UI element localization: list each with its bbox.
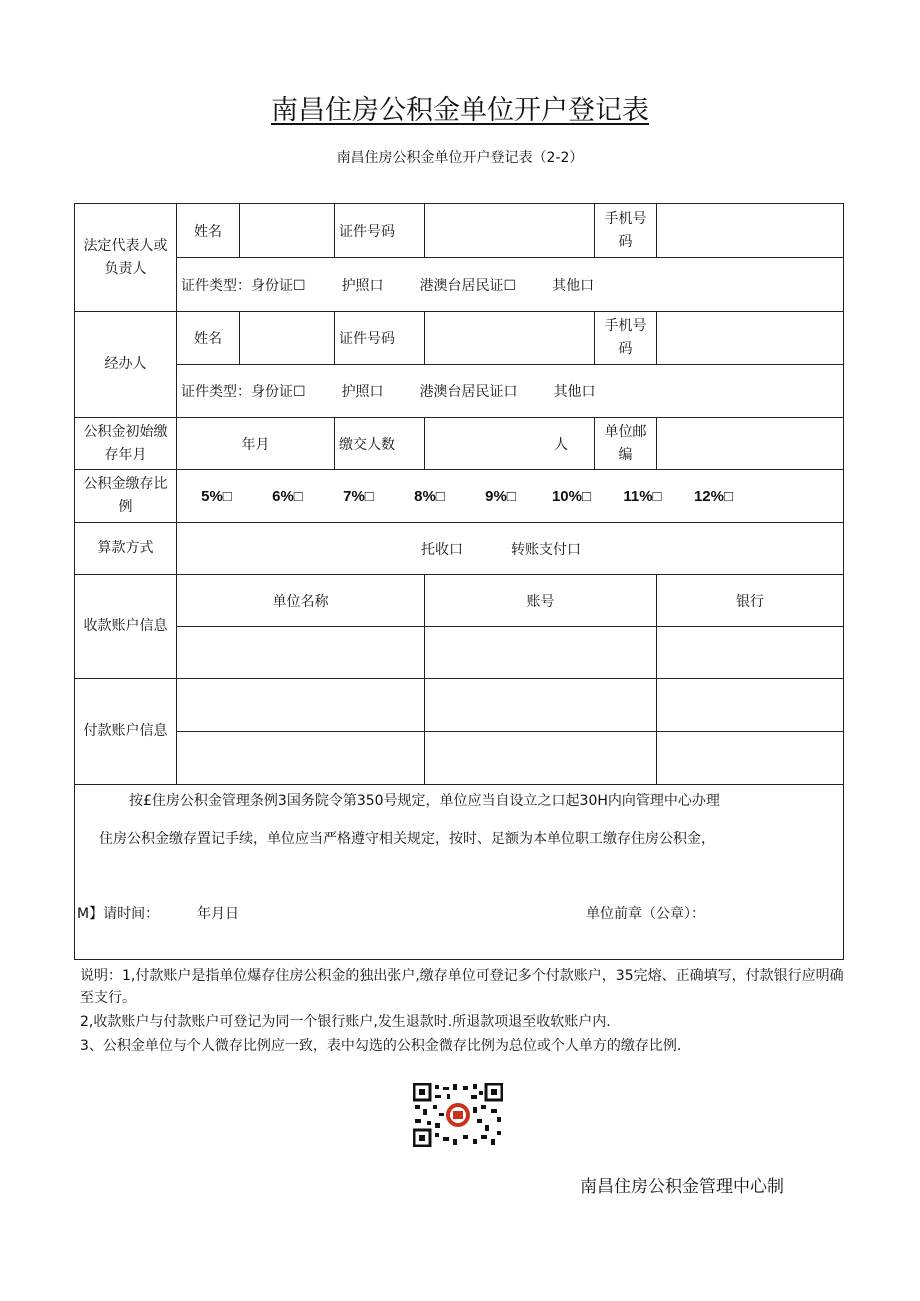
agent-id-label: 证件号码 [335, 312, 425, 365]
legal-rep-id-type-option[interactable]: 护照口 [341, 277, 384, 294]
issuer-footer: 南昌住房公积金管理中心制 [580, 1177, 784, 1197]
qr-code-icon [413, 1083, 503, 1147]
receive-account-label: 收款账户信息 [75, 575, 177, 679]
legal-rep-name-label: 姓名 [177, 204, 240, 258]
declaration-line-2: 住房公积金缴存置记手续，单位应当严格遵守相关规定，按时、足额为本单位职工缴存住房公积金， [99, 831, 715, 847]
pay-bank-field[interactable] [657, 679, 844, 732]
initial-month-field[interactable]: 年月 [177, 418, 335, 470]
agent-id-field[interactable] [425, 312, 595, 365]
receive-name-field[interactable] [177, 627, 425, 679]
ratio-option[interactable]: 9%□ [485, 487, 516, 505]
pay-account-field[interactable] [425, 679, 657, 732]
payment-method-options [177, 523, 844, 575]
note-item: 说明：1,付款账户是指单位爆存住房公积金的独出张户,缴存单位可登记多个付款账户，35完熔、正确填写，付款银行应明确至支行。 [80, 968, 844, 1006]
ratio-option[interactable]: 12%□ [693, 487, 734, 505]
agent-name-label: 姓名 [177, 312, 240, 365]
apply-time-label: M】请时间： [77, 906, 160, 922]
receive-header-account: 账号 [425, 575, 657, 627]
legal-rep-label: 法定代表人或负责人 [75, 204, 177, 312]
pay-bank-field[interactable] [657, 732, 844, 785]
receive-bank-field[interactable] [657, 627, 844, 679]
zip-field[interactable] [657, 418, 844, 470]
note-item: 2,收款账户与付款账户可登记为同一个银行账户,发生退款时.所退款项退至收软账户内. [80, 1014, 611, 1030]
payer-count-label: 缴交人数 [335, 418, 425, 470]
payment-method-label: 算款方式 [75, 523, 177, 575]
legal-rep-id-field[interactable] [425, 204, 595, 258]
agent-id-type-option[interactable]: 港澳台居民证口 [419, 384, 518, 400]
agent-label: 经办人 [75, 312, 177, 418]
legal-rep-name-field[interactable] [240, 204, 335, 258]
legal-rep-phone-label: 手机号码 [595, 204, 657, 258]
initial-month-label: 公积金初始缴存年月 [75, 418, 177, 470]
declaration-line-1: 按£住房公积金管理条例3国务院令第350号规定，单位应当自设立之口起30H内向管理中心办理 [129, 793, 720, 809]
agent-phone-field[interactable] [657, 312, 844, 365]
receive-account-field[interactable] [425, 627, 657, 679]
note-item: 3、公积金单位与个人微存比例应一致，表中勾选的公积金微存比例为总位或个人单方的缴存比例. [80, 1038, 682, 1054]
ratio-options [177, 470, 844, 523]
pay-account-field[interactable] [425, 732, 657, 785]
legal-rep-id-type-option[interactable]: 身份证☐ [251, 277, 306, 294]
page-title: 南昌住房公积金单位开户登记表 [271, 95, 649, 126]
ratio-option[interactable]: 6%□ [272, 487, 303, 505]
unit-seal-label: 单位前章（公章）： [586, 906, 705, 922]
agent-id-types: 证件类型：身份证☐ 护照口 港澳台居民证口 其他口 [177, 365, 844, 418]
payer-count-field[interactable]: 人 [425, 418, 595, 470]
registration-form [74, 203, 844, 960]
legal-rep-phone-field[interactable] [657, 204, 844, 258]
declaration-block [75, 785, 844, 960]
pay-account-label: 付款账户信息 [75, 679, 177, 785]
ratio-option[interactable]: 5%□ [201, 487, 232, 505]
legal-rep-id-types: 证件类型：身份证☐ 护照口 港澳台居民证☐ 其他口 [177, 258, 844, 312]
ratio-option[interactable]: 11%□ [623, 487, 662, 505]
notes-section [80, 965, 848, 1059]
receive-header-bank: 银行 [657, 575, 844, 627]
legal-rep-id-type-option[interactable]: 港澳台居民证☐ [419, 277, 517, 294]
legal-rep-id-label: 证件号码 [335, 204, 425, 258]
page-subtitle: 南昌住房公积金单位开户登记表（2-2） [336, 150, 584, 166]
legal-rep-id-type-option[interactable]: 其他口 [552, 277, 595, 294]
pay-name-field[interactable] [177, 732, 425, 785]
ratio-option[interactable]: 8%□ [414, 487, 445, 505]
agent-id-type-option[interactable]: 其他口 [553, 384, 596, 400]
agent-name-field[interactable] [240, 312, 335, 365]
agent-id-type-option[interactable]: 护照口 [341, 384, 384, 400]
ratio-label: 公积金缴存比例 [75, 470, 177, 523]
agent-id-type-option[interactable]: 身份证☐ [251, 384, 306, 400]
payment-method-option[interactable]: 转账支付口 [511, 541, 581, 558]
receive-header-name: 单位名称 [177, 575, 425, 627]
payment-method-option[interactable]: 托收口 [421, 541, 463, 558]
ratio-option[interactable]: 10%□ [551, 487, 592, 505]
agent-phone-label: 手机号码 [595, 312, 657, 365]
apply-date-field[interactable]: 年月日 [197, 906, 239, 922]
zip-label: 单位邮编 [595, 418, 657, 470]
ratio-option[interactable]: 7%□ [343, 487, 374, 505]
pay-name-field[interactable] [177, 679, 425, 732]
